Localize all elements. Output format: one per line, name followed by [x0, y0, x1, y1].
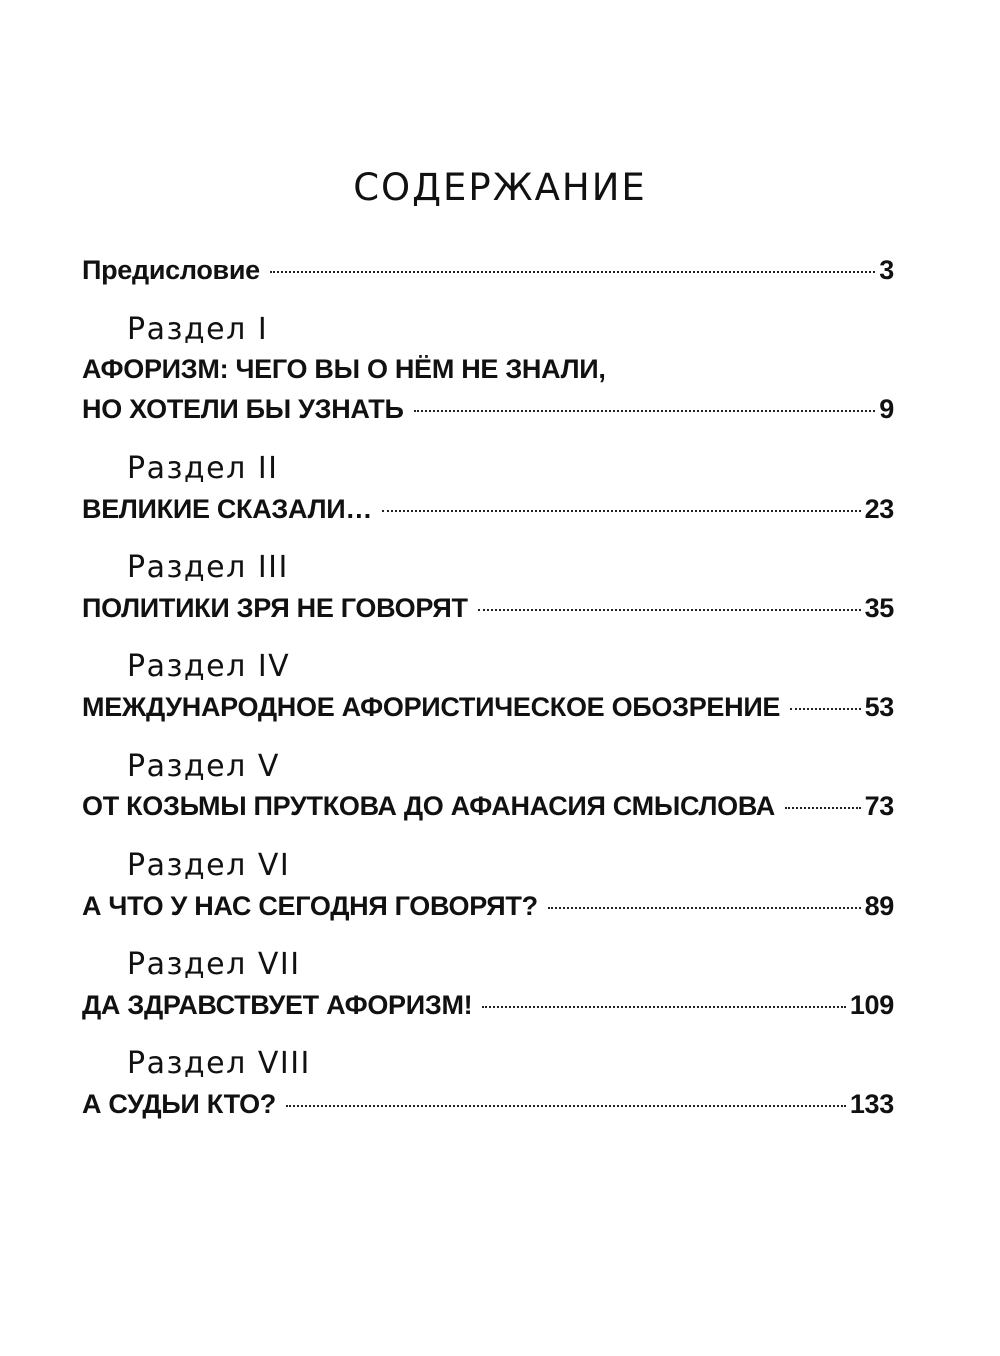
- dot-leader: [478, 609, 861, 611]
- section-label-7: Раздел VII: [127, 947, 301, 982]
- toc-entry-title: ДА ЗДРАВСТВУЕТ АФОРИЗМ!: [82, 990, 473, 1020]
- dot-leader: [286, 1105, 846, 1107]
- toc-entry-section-4[interactable]: [82, 691, 894, 723]
- toc-entry-page: 35: [864, 593, 894, 623]
- toc-entry-page: 73: [864, 791, 894, 821]
- toc-entry-section-3[interactable]: [82, 592, 894, 624]
- dot-leader: [270, 271, 875, 273]
- toc-entry-title: ОТ КОЗЬМЫ ПРУТКОВА ДО АФАНАСИЯ СМЫСЛОВА: [82, 791, 775, 821]
- toc-entry-page: 133: [849, 1089, 894, 1119]
- dot-leader: [382, 510, 861, 512]
- section-label-4: Раздел IV: [127, 649, 291, 684]
- dot-leader: [548, 907, 861, 909]
- toc-entry-section-5[interactable]: [82, 790, 894, 822]
- toc-entry-preface[interactable]: [82, 254, 894, 286]
- toc-entry-page: 109: [849, 990, 894, 1020]
- section-label-3: Раздел III: [127, 550, 289, 585]
- toc-entry-page: 3: [879, 255, 894, 285]
- toc-entry-page: 53: [864, 692, 894, 722]
- section-label-5: Раздел V: [127, 749, 280, 784]
- toc-entry-title: А ЧТО У НАС СЕГОДНЯ ГОВОРЯТ?: [82, 891, 538, 921]
- toc-entry-page: 89: [864, 891, 894, 921]
- toc-entry-section-6[interactable]: [82, 890, 894, 922]
- toc-entry-title: МЕЖДУНАРОДНОЕ АФОРИСТИЧЕСКОЕ ОБОЗРЕНИЕ: [82, 692, 781, 722]
- section-label-1: Раздел I: [127, 312, 269, 347]
- page-title: СОДЕРЖАНИЕ: [353, 166, 647, 209]
- toc-entry-page: 9: [879, 394, 894, 424]
- dot-leader: [790, 708, 860, 710]
- toc-entry-section-2[interactable]: [82, 493, 894, 525]
- toc-entry-title-line1[interactable]: АФОРИЗМ: ЧЕГО ВЫ О НЁМ НЕ ЗНАЛИ,: [82, 354, 606, 384]
- toc-entry-section-7[interactable]: [82, 989, 894, 1021]
- toc-entry-page: 23: [864, 494, 894, 524]
- toc-entry-title: ПОЛИТИКИ ЗРЯ НЕ ГОВОРЯТ: [82, 593, 468, 623]
- toc-entry-title: ВЕЛИКИЕ СКАЗАЛИ…: [82, 494, 373, 524]
- section-label-6: Раздел VI: [127, 848, 291, 883]
- dot-leader: [785, 807, 861, 809]
- toc-entry-title: НО ХОТЕЛИ БЫ УЗНАТЬ: [82, 394, 404, 424]
- toc-entry-section-1[interactable]: [82, 393, 894, 425]
- dot-leader: [482, 1006, 845, 1008]
- dot-leader: [414, 410, 876, 412]
- toc-entry-section-8[interactable]: [82, 1088, 894, 1120]
- section-label-2: Раздел II: [127, 451, 279, 486]
- toc-entry-title: Предисловие: [82, 255, 260, 285]
- section-label-8: Раздел VIII: [127, 1046, 311, 1081]
- toc-entry-title: А СУДЬИ КТО?: [82, 1089, 276, 1119]
